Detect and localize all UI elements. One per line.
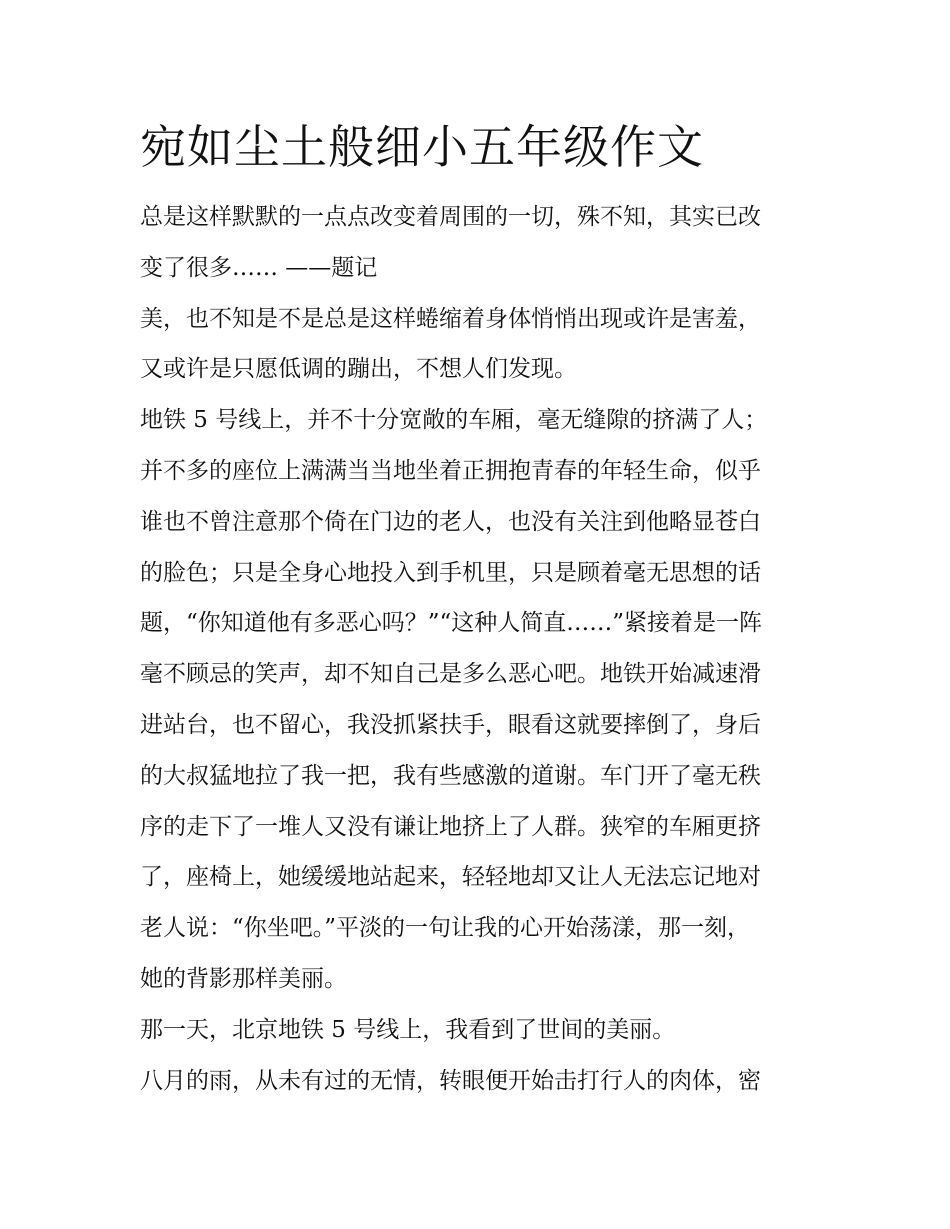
document-body: [140, 192, 820, 1106]
text-line: 总是这样默默的一点点改变着周围的一切，殊不知，其实已改: [140, 204, 761, 230]
paragraph: [140, 1005, 820, 1056]
text-line: 八月的雨，从未有过的无情，转眼便开始击打行人的肉体，密: [140, 1067, 761, 1094]
text-line: 的大叔猛地拉了我一把，我有些感激的道谢。车门开了毫无秩: [140, 762, 761, 789]
text-line: 毫不顾忌的笑声，却不知自己是多么恶心吧。地铁开始减速滑: [140, 661, 761, 688]
text-line: 美，也不知是不是总是这样蜷缩着身体悄悄出现或许是害羞，: [140, 305, 761, 332]
text-line: 地铁 5 号线上，并不十分宽敞的车厢，毫无缝隙的挤满了人；: [140, 407, 768, 434]
text-line: 老人说：“你坐吧。”平淡的一句让我的心开始荡漾，那一刻，: [140, 915, 751, 942]
text-line: 并不多的座位上满满当当地坐着正拥抱青春的年轻生命，似乎: [140, 457, 761, 484]
paragraph: [140, 1056, 820, 1107]
text-line: 变了很多…… ——题记: [140, 254, 378, 281]
text-line: 她的背影那样美丽。: [140, 965, 347, 992]
text-line: 谁也不曾注意那个倚在门边的老人，也没有关注到他略显苍白: [140, 508, 761, 535]
document-title: 宛如尘土般细小五年级作文: [140, 120, 704, 174]
text-line: 进站台，也不留心，我没抓紧扶手，眼看这就要摔倒了，身后: [140, 711, 761, 738]
text-line: 那一天，北京地铁 5 号线上，我看到了世间的美丽。: [140, 1016, 676, 1043]
text-line: 了，座椅上，她缓缓地站起来，轻轻地却又让人无法忘记地对: [140, 864, 761, 891]
text-line: 序的走下了一堆人又没有谦让地挤上了人群。狭窄的车厢更挤: [140, 813, 761, 840]
text-line: 又或许是只愿低调的蹦出，不想人们发现。: [140, 356, 577, 383]
paragraph: [140, 294, 820, 396]
text-line: 的脸色；只是全身心地投入到手机里，只是顾着毫无思想的话: [140, 559, 761, 586]
document-page: [140, 112, 820, 1106]
text-line: 题，“你知道他有多恶心吗？”“这种人简直……”紧接着是一阵: [140, 610, 763, 637]
paragraph: [140, 395, 820, 1005]
paragraph-epigraph: [140, 192, 820, 294]
